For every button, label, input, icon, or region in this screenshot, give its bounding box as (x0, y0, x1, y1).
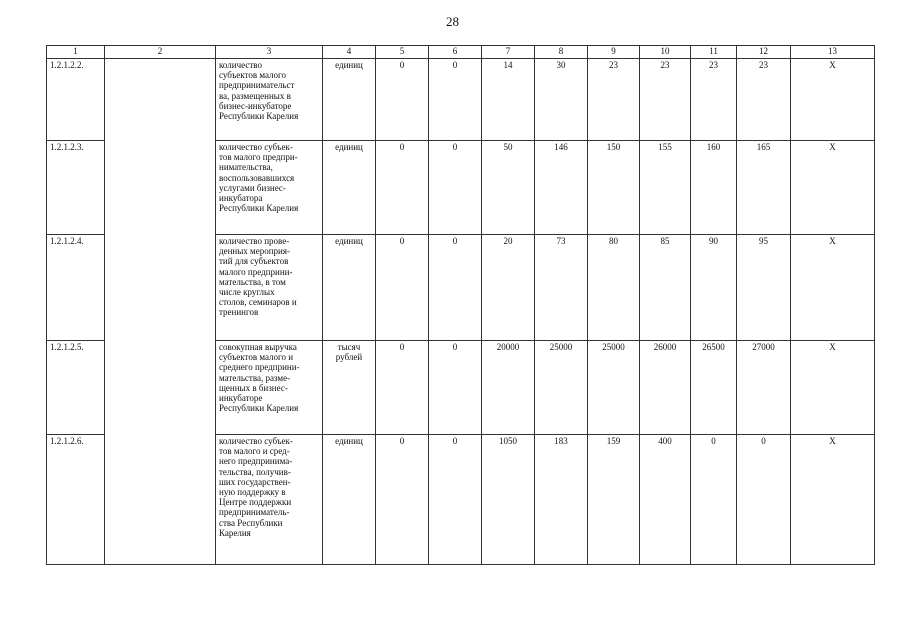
value-cell: 0 (429, 141, 482, 235)
value-cell: 14 (482, 59, 535, 141)
value-cell: 30 (535, 59, 588, 141)
row-code: 1.2.1.2.5. (47, 341, 105, 435)
value-cell: 0 (376, 235, 429, 341)
value-cell: 146 (535, 141, 588, 235)
value-cell: 23 (691, 59, 737, 141)
value-cell: X (791, 435, 875, 565)
value-cell: 150 (588, 141, 640, 235)
row-description: совокупная выручка субъектов малого и среднего предприни- мательства, разме- щенных в бизнес- инкубаторе Республики Карелия (216, 341, 323, 435)
column-header: 7 (482, 46, 535, 59)
value-cell: X (791, 341, 875, 435)
row-code: 1.2.1.2.6. (47, 435, 105, 565)
value-cell: 155 (640, 141, 691, 235)
row-code: 1.2.1.2.3. (47, 141, 105, 235)
value-cell: 95 (737, 235, 791, 341)
value-cell: 400 (640, 435, 691, 565)
column-header: 8 (535, 46, 588, 59)
value-cell: 0 (376, 435, 429, 565)
page-number: 28 (446, 14, 459, 29)
value-cell: 23 (588, 59, 640, 141)
value-cell: 159 (588, 435, 640, 565)
column-header: 9 (588, 46, 640, 59)
value-cell: 160 (691, 141, 737, 235)
table-row (47, 59, 875, 141)
value-cell: 0 (429, 59, 482, 141)
value-cell: 0 (376, 141, 429, 235)
value-cell: 26000 (640, 341, 691, 435)
value-cell: 50 (482, 141, 535, 235)
column-header: 11 (691, 46, 737, 59)
row-unit: единиц (323, 141, 376, 235)
value-cell: 165 (737, 141, 791, 235)
value-cell: 0 (691, 435, 737, 565)
row-code: 1.2.1.2.4. (47, 235, 105, 341)
value-cell: 20 (482, 235, 535, 341)
value-cell: 0 (376, 59, 429, 141)
column-header: 10 (640, 46, 691, 59)
row-unit: единиц (323, 235, 376, 341)
value-cell: 26500 (691, 341, 737, 435)
row-unit: единиц (323, 59, 376, 141)
value-cell: 80 (588, 235, 640, 341)
row-description: количество субъек- тов малого предпри- нимательства, воспользовавшихся услугами бизнес- инкубатора Республики Карелия (216, 141, 323, 235)
value-cell: 0 (376, 341, 429, 435)
row-unit: тысяч рублей (323, 341, 376, 435)
value-cell: 27000 (737, 341, 791, 435)
row-description: количество субъектов малого предпринимательст ва, размещенных в бизнес-инкубаторе Республики Карелия (216, 59, 323, 141)
column-header: 4 (323, 46, 376, 59)
value-cell: 23 (737, 59, 791, 141)
value-cell: 0 (429, 435, 482, 565)
column-header: 12 (737, 46, 791, 59)
value-cell: 183 (535, 435, 588, 565)
column-header: 2 (105, 46, 216, 59)
column-header: 3 (216, 46, 323, 59)
column-header: 6 (429, 46, 482, 59)
row-unit: единиц (323, 435, 376, 565)
column-header: 1 (47, 46, 105, 59)
value-cell: 25000 (535, 341, 588, 435)
row-description: количество прове- денных мероприя- тий для субъектов малого предприни- мательства, в том числе круглых столов, семинаров и тренингов (216, 235, 323, 341)
value-cell: 73 (535, 235, 588, 341)
merged-column-2-cell (105, 59, 216, 565)
indicators-table (46, 45, 875, 565)
header-row (47, 46, 875, 59)
value-cell: 25000 (588, 341, 640, 435)
value-cell: 0 (737, 435, 791, 565)
value-cell: 1050 (482, 435, 535, 565)
column-header: 5 (376, 46, 429, 59)
row-code: 1.2.1.2.2. (47, 59, 105, 141)
value-cell: X (791, 235, 875, 341)
value-cell: 90 (691, 235, 737, 341)
value-cell: 0 (429, 341, 482, 435)
value-cell: X (791, 141, 875, 235)
value-cell: 85 (640, 235, 691, 341)
value-cell: 23 (640, 59, 691, 141)
column-header: 13 (791, 46, 875, 59)
value-cell: X (791, 59, 875, 141)
value-cell: 0 (429, 235, 482, 341)
row-description: количество субъек- тов малого и сред- него предпринима- тельства, получив- ших государствен- ную поддержку в Центре поддержки предприниматель- ства Республики Карелия (216, 435, 323, 565)
value-cell: 20000 (482, 341, 535, 435)
